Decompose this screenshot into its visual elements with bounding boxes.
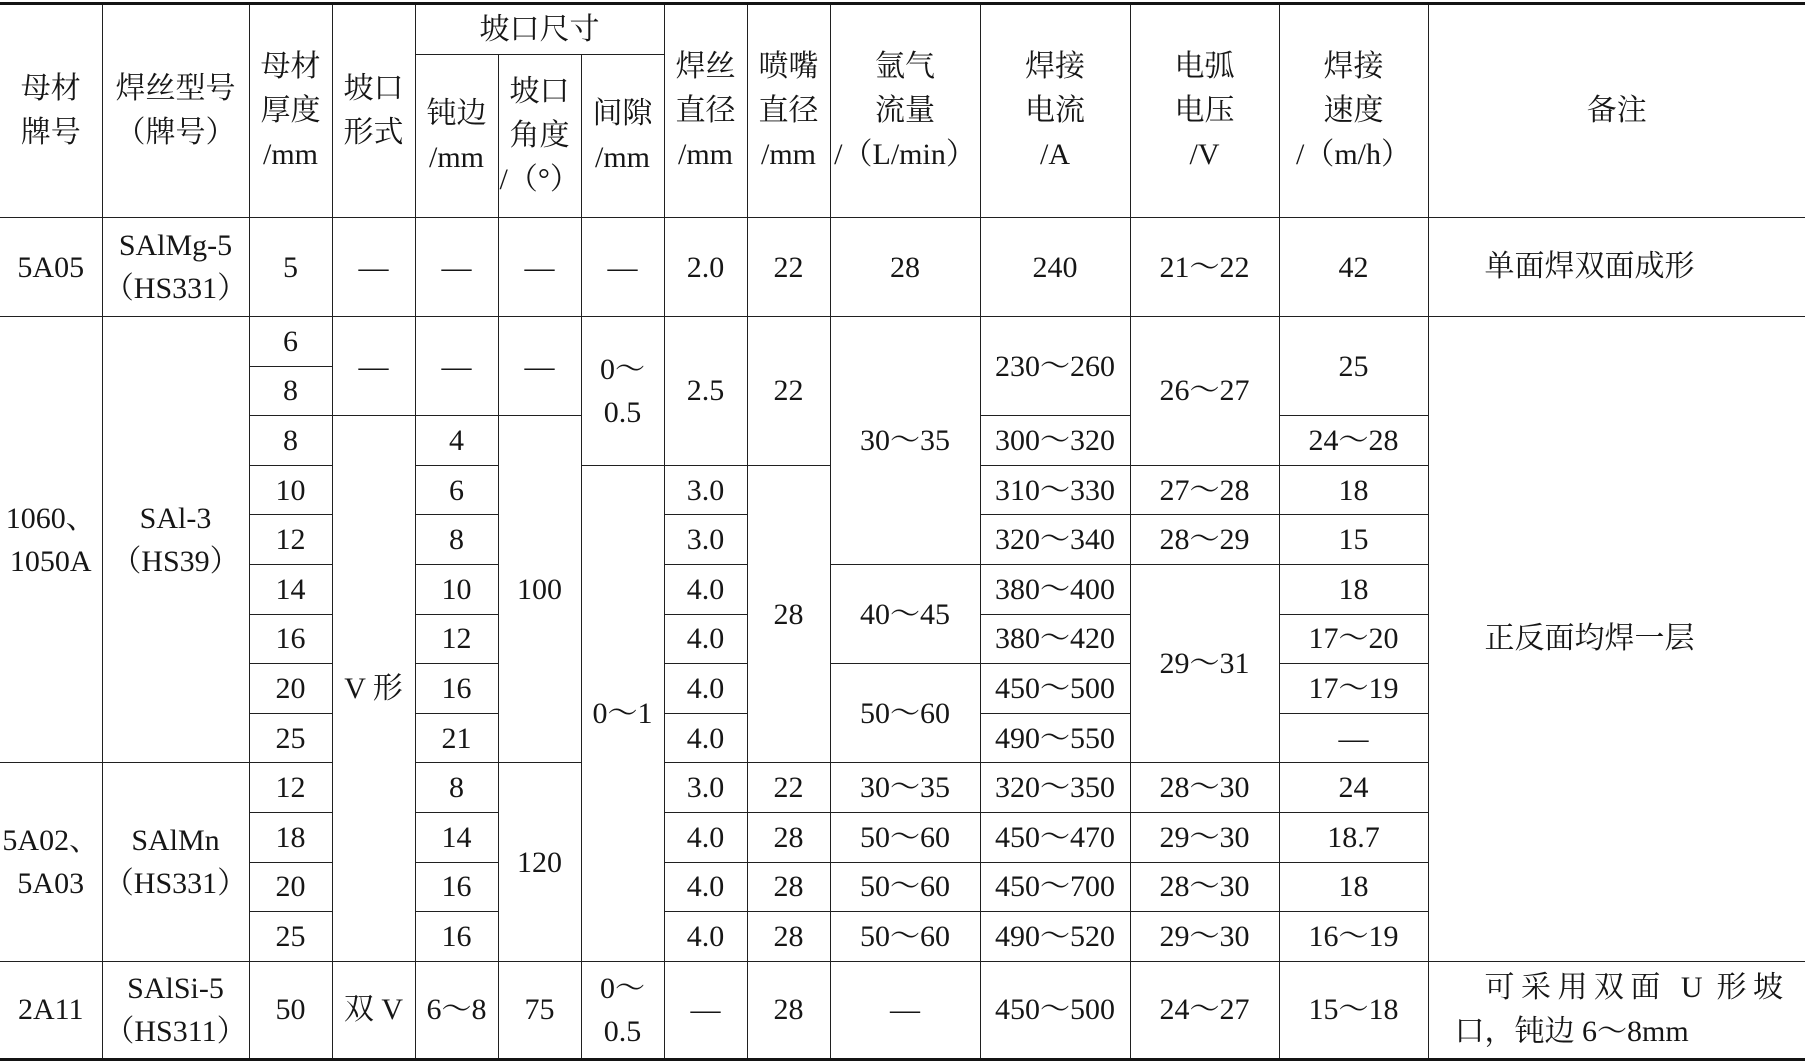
cell-arc-voltage: 21～22	[1130, 218, 1279, 317]
cell-root-face: 10	[415, 564, 498, 614]
cell-welding-speed: 24	[1279, 763, 1428, 813]
cell-argon-flow: 50～60	[830, 912, 980, 962]
cell-welding-speed: 42	[1279, 218, 1428, 317]
cell-groove-angle: 120	[498, 763, 581, 961]
cell-remark: 正反面均焊一层	[1428, 317, 1805, 962]
cell-remark: 单面焊双面成形	[1428, 218, 1805, 317]
cell-root-gap: 0～1	[581, 465, 664, 961]
cell-welding-current: 310～330	[980, 465, 1130, 515]
cell-welding-current: 320～350	[980, 763, 1130, 813]
cell-argon-flow: 50～60	[830, 812, 980, 862]
cell-remark: 可采用双面 U 形坡口，钝边 6～8mm	[1428, 961, 1805, 1059]
cell-filler-wire: SAlMg-5 （HS331）	[102, 218, 249, 317]
cell-thickness: 14	[249, 564, 332, 614]
cell-thickness: 12	[249, 515, 332, 565]
cell-wire-diameter: 2.5	[664, 317, 747, 466]
cell-thickness: 18	[249, 812, 332, 862]
cell-argon-flow: 28	[830, 218, 980, 317]
header-groove-angle: 坡口 角度 /（°）	[498, 55, 581, 218]
cell-welding-speed: 16～19	[1279, 912, 1428, 962]
cell-thickness: 12	[249, 763, 332, 813]
cell-wire-diameter: 2.0	[664, 218, 747, 317]
cell-argon-flow: 50～60	[830, 664, 980, 763]
cell-nozzle-diameter: 28	[747, 812, 830, 862]
cell-nozzle-diameter: 22	[747, 218, 830, 317]
cell-argon-flow: 50～60	[830, 862, 980, 912]
table-row	[0, 317, 1805, 367]
cell-groove-type: 双 V	[332, 961, 415, 1059]
cell-welding-current: 300～320	[980, 416, 1130, 466]
cell-thickness: 6	[249, 317, 332, 367]
cell-base-metal: 5A05	[0, 218, 102, 317]
cell-welding-current: 320～340	[980, 515, 1130, 565]
cell-welding-current: 450～500	[980, 961, 1130, 1059]
cell-arc-voltage: 28～29	[1130, 515, 1279, 565]
welding-parameters-table	[0, 2, 1805, 1061]
header-root-gap: 间隙 /mm	[581, 55, 664, 218]
cell-wire-diameter: 4.0	[664, 664, 747, 714]
cell-root-face: 14	[415, 812, 498, 862]
table-row	[0, 218, 1805, 317]
header-welding-current: 焊接 电流 /A	[980, 4, 1130, 218]
cell-welding-speed: 18	[1279, 465, 1428, 515]
header-nozzle-diameter: 喷嘴 直径 /mm	[747, 4, 830, 218]
cell-arc-voltage: 26～27	[1130, 317, 1279, 466]
cell-welding-speed: 24～28	[1279, 416, 1428, 466]
cell-wire-diameter: 4.0	[664, 912, 747, 962]
cell-thickness: 5	[249, 218, 332, 317]
cell-wire-diameter: 3.0	[664, 763, 747, 813]
cell-root-face: 6	[415, 465, 498, 515]
cell-thickness: 25	[249, 912, 332, 962]
header-argon-flow: 氩气 流量 /（L/min）	[830, 4, 980, 218]
header-thickness: 母材 厚度 /mm	[249, 4, 332, 218]
table-header	[0, 4, 1805, 218]
cell-root-face: —	[415, 317, 498, 416]
cell-welding-current: 450～700	[980, 862, 1130, 912]
cell-wire-diameter: 3.0	[664, 515, 747, 565]
header-arc-voltage: 电弧 电压 /V	[1130, 4, 1279, 218]
cell-arc-voltage: 28～30	[1130, 763, 1279, 813]
cell-arc-voltage: 24～27	[1130, 961, 1279, 1059]
cell-arc-voltage: 29～30	[1130, 812, 1279, 862]
cell-arc-voltage: 29～31	[1130, 564, 1279, 762]
cell-root-gap: 0～ 0.5	[581, 961, 664, 1059]
cell-wire-diameter: 4.0	[664, 812, 747, 862]
cell-thickness: 16	[249, 614, 332, 664]
cell-nozzle-diameter: 28	[747, 862, 830, 912]
cell-welding-speed: 25	[1279, 317, 1428, 416]
cell-thickness: 20	[249, 862, 332, 912]
header-remark: 备注	[1428, 4, 1805, 218]
cell-thickness: 50	[249, 961, 332, 1059]
cell-welding-current: 240	[980, 218, 1130, 317]
cell-welding-speed: 15～18	[1279, 961, 1428, 1059]
cell-welding-speed: 18	[1279, 862, 1428, 912]
cell-groove-angle: 75	[498, 961, 581, 1059]
header-welding-speed: 焊接 速度 /（m/h）	[1279, 4, 1428, 218]
cell-welding-speed: 15	[1279, 515, 1428, 565]
cell-argon-flow: 30～35	[830, 317, 980, 565]
cell-root-gap: —	[581, 218, 664, 317]
cell-thickness: 8	[249, 366, 332, 416]
cell-welding-current: 490～520	[980, 912, 1130, 962]
cell-root-face: 4	[415, 416, 498, 466]
header-base-metal: 母材 牌号	[0, 4, 102, 218]
cell-wire-diameter: 4.0	[664, 564, 747, 614]
cell-groove-angle: —	[498, 218, 581, 317]
cell-welding-speed: 17～20	[1279, 614, 1428, 664]
cell-base-metal: 1060、 1050A	[0, 317, 102, 763]
cell-filler-wire: SAlSi-5 （HS311）	[102, 961, 249, 1059]
cell-arc-voltage: 28～30	[1130, 862, 1279, 912]
cell-arc-voltage: 27～28	[1130, 465, 1279, 515]
cell-wire-diameter: 3.0	[664, 465, 747, 515]
cell-welding-speed: —	[1279, 713, 1428, 763]
cell-thickness: 10	[249, 465, 332, 515]
cell-thickness: 25	[249, 713, 332, 763]
cell-groove-type: —	[332, 218, 415, 317]
cell-wire-diameter: —	[664, 961, 747, 1059]
cell-groove-angle: —	[498, 317, 581, 416]
header-wire-diameter: 焊丝 直径 /mm	[664, 4, 747, 218]
cell-root-face: 8	[415, 763, 498, 813]
cell-nozzle-diameter: 28	[747, 465, 830, 763]
cell-nozzle-diameter: 28	[747, 912, 830, 962]
cell-wire-diameter: 4.0	[664, 713, 747, 763]
cell-welding-current: 450～470	[980, 812, 1130, 862]
cell-wire-diameter: 4.0	[664, 862, 747, 912]
cell-thickness: 8	[249, 416, 332, 466]
header-groove-size: 坡口尺寸	[415, 4, 664, 55]
header-filler-wire: 焊丝型号 （牌号）	[102, 4, 249, 218]
cell-root-gap: 0～ 0.5	[581, 317, 664, 466]
cell-welding-speed: 18.7	[1279, 812, 1428, 862]
cell-filler-wire: SAlMn （HS331）	[102, 763, 249, 961]
cell-welding-speed: 18	[1279, 564, 1428, 614]
cell-root-face: 8	[415, 515, 498, 565]
cell-root-face: 16	[415, 664, 498, 714]
cell-root-face: 6～8	[415, 961, 498, 1059]
cell-root-face: 16	[415, 862, 498, 912]
cell-base-metal: 2A11	[0, 961, 102, 1059]
cell-arc-voltage: 29～30	[1130, 912, 1279, 962]
table-row	[0, 961, 1805, 1059]
table-body	[0, 218, 1805, 1060]
cell-welding-current: 380～420	[980, 614, 1130, 664]
cell-nozzle-diameter: 22	[747, 317, 830, 466]
cell-groove-type: V 形	[332, 416, 415, 962]
cell-argon-flow: 30～35	[830, 763, 980, 813]
cell-base-metal: 5A02、 5A03	[0, 763, 102, 961]
cell-welding-current: 490～550	[980, 713, 1130, 763]
cell-welding-current: 230～260	[980, 317, 1130, 416]
cell-welding-current: 450～500	[980, 664, 1130, 714]
cell-thickness: 20	[249, 664, 332, 714]
cell-nozzle-diameter: 22	[747, 763, 830, 813]
cell-wire-diameter: 4.0	[664, 614, 747, 664]
header-groove-type: 坡口 形式	[332, 4, 415, 218]
cell-welding-current: 380～400	[980, 564, 1130, 614]
cell-groove-type: —	[332, 317, 415, 416]
cell-root-face: 16	[415, 912, 498, 962]
cell-argon-flow: 40～45	[830, 564, 980, 663]
cell-nozzle-diameter: 28	[747, 961, 830, 1059]
cell-filler-wire: SAl-3 （HS39）	[102, 317, 249, 763]
cell-root-face: 12	[415, 614, 498, 664]
cell-groove-angle: 100	[498, 416, 581, 763]
header-row	[0, 4, 1805, 55]
cell-welding-speed: 17～19	[1279, 664, 1428, 714]
header-root-face: 钝边 /mm	[415, 55, 498, 218]
cell-root-face: 21	[415, 713, 498, 763]
cell-root-face: —	[415, 218, 498, 317]
cell-argon-flow: —	[830, 961, 980, 1059]
